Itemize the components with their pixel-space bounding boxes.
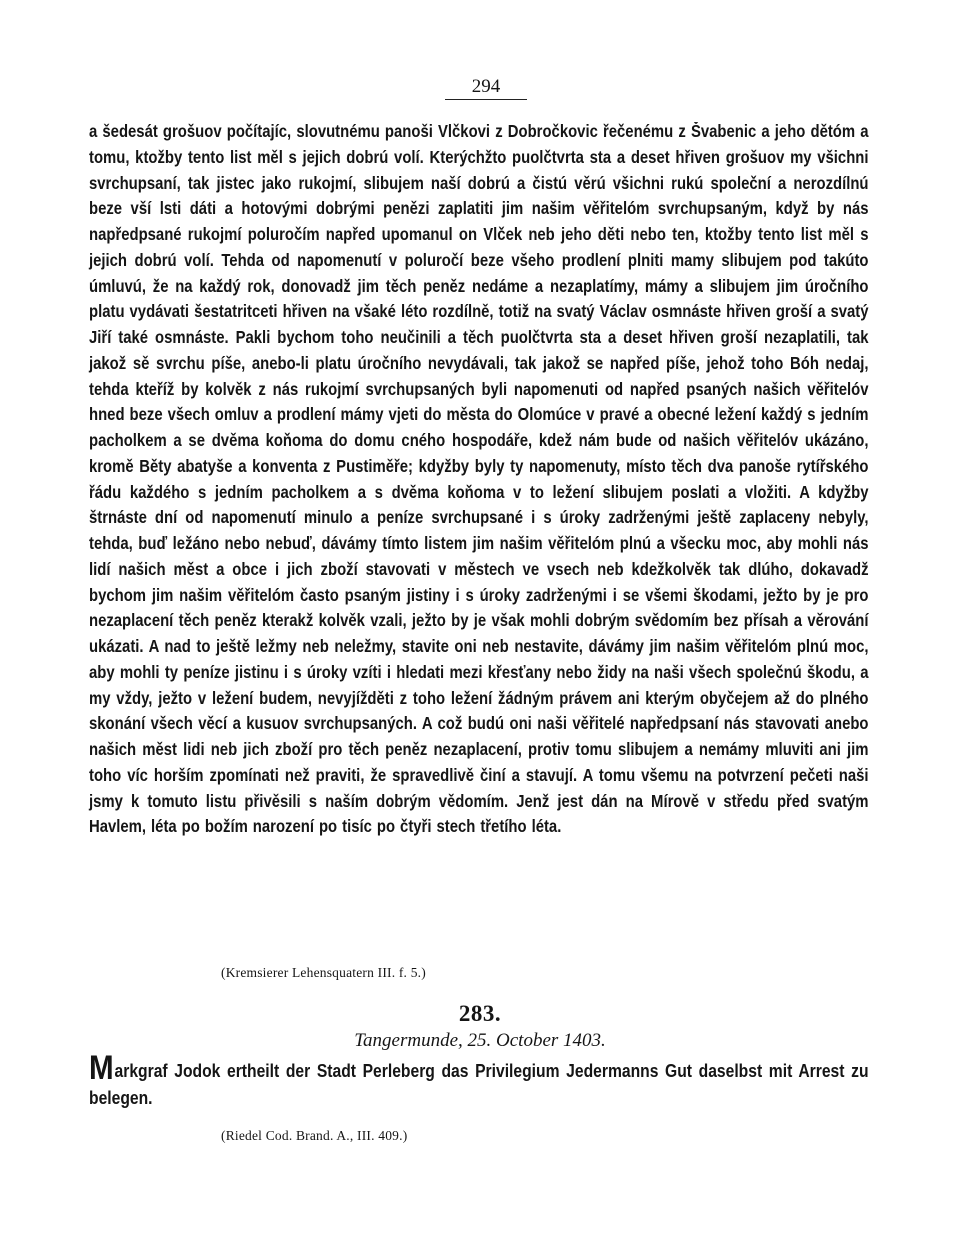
entry-number: 283. <box>458 1001 502 1026</box>
page-number: 294 <box>471 76 501 97</box>
entry-source-citation: (Riedel Cod. Brand. A., III. 409.) <box>221 1128 408 1143</box>
page-number-rule <box>445 99 527 100</box>
source-citation: (Kremsierer Lehensquatern III. f. 5.) <box>221 965 426 980</box>
entry-place-date: Tangermunde, 25. October 1403. <box>354 1030 606 1051</box>
charter-text: a šedesát grošuov počítajíc, slovutnému panoši Vlčkovi z Dobročkovic řečenému z Švabenic a jeho dětóm a tomu, ktožby tento list měl s jejich dobrú volí. Kterýchžto puolčtvrta sta a deset hřiven grošuov my všichni svrchupsaní, tak jistec jako rukojmí, slibujem naší dobrú a čistú věrú všichni rukú společní a nerozdílnú beze vší lsti dáti a hotovými dobrými penězi zaplatiti jim našim věřitelóm svrchupsaným, když by nás napředpsané rukojmí poluročím napřed upomanul on Vlček neb jeho děti nebo ten, ktožby tento list měl s jejich dobrú volí. Tehda od napomenutí v poluročí beze všeho prodlení plniti mamy slibujem pod takúto úmluvú, že na každý rok, donovadž jim těch peněz nedáme a nezaplatímy, mámy a slibujem jim úročního platu vydávati šestatritceti hřiven na všaké léto rozdílně, totiž na svatý Václav osmnáste hřiven groší a svatý Jiří také osmnáste. Pakli bychom toho neučinili a těch puolčtvrta sta a deset hřiven groší nezaplatili, tak jakož sě svrchu píše, anebo-li platu úročního nevydávali, tak jakož se napřed píše, jehož toho Bóh nedaj, tehda kteříž by kolvěk z nás rukojmí svrchupsaných byli napomenuti od napřed psaných našich věřitelóv hned beze všech omluv a prodlení mámy vjeti do města do Olomúce v pravé a obecné ležení každý s jedním pacholkem a se dvěma koňoma do domu cného hospodáře, kdež nám bude od našich věřitelóv ukázáno, kromě Běty abatyše a konventa z Pustiměře; kdyžby byly ty napomenuty, místo těch dva panoše rytířského řádu každého s jedním pacholkem a s dvěma koňoma v to ležení slibujem poslati a vložiti. A kdyžby štrnáste dní od napomenutí minulo a peníze svrchupsané i s úroky zadrženými ještě zaplaceny nebyly, tehda, buď ležáno nebo nebuď, dávámy tímto listem jim našim věřitelóm plnú a všecku moc, aby mohli nás lidí našich měst a obce i jich zboží stavovati v městech ve vsech neb kdežkolvěk tak dlúho, dokavadž bychom jim našim věřitelóm často psaným jistiny i s úroky zadrženými i se všemi škodami, ježto by je pro nezaplacení těch peněz kterakž kolvěk vzali, ježto by je však mohli dobrým svědomím bez přísah a věrování ukázati. A nad to ještě ležmy neb neležmy, stavite oni neb nestavite, dávámy jim našim věřitelóm plnú moc, aby mohli ty peníze jistinu i s úroky vzíti i hledati mezi křesťany nebo židy na naši všech společnú škodu, a my vždy, ježto v ležení budem, nevyjížděti z toho ležení žádným právem ani kterým obyčejem až do plného skonání všech věcí a kusuov svrchupsaných. A což budú oni naši věřitelé napředpsaní nás stavovati anebo našich měst lidi neb jich zboží pro těch peněz nezaplacení, protiv tomu slibujem a nemámy mluviti ani jim toho víc horším zpomínati než praviti, že spravedlivě činí a stavují. A tomu všemu na potvrzení pečeti naši jsmy k tomuto listu přivěsili s naším dobrým vědomím. Jenž jest dán na Mírově v středu před svatým Havlem, léta po božím narození po tisíc po čtyři stech třetího léta. <box>89 122 869 837</box>
entry-summary-text: arkgraf Jodok ertheilt der Stadt Perleberg das Privilegium Jedermanns Gut daselbst mit Arrest zu belegen. <box>89 1061 869 1108</box>
drop-cap-initial: M <box>89 1049 114 1087</box>
entry-summary <box>89 1049 869 1112</box>
